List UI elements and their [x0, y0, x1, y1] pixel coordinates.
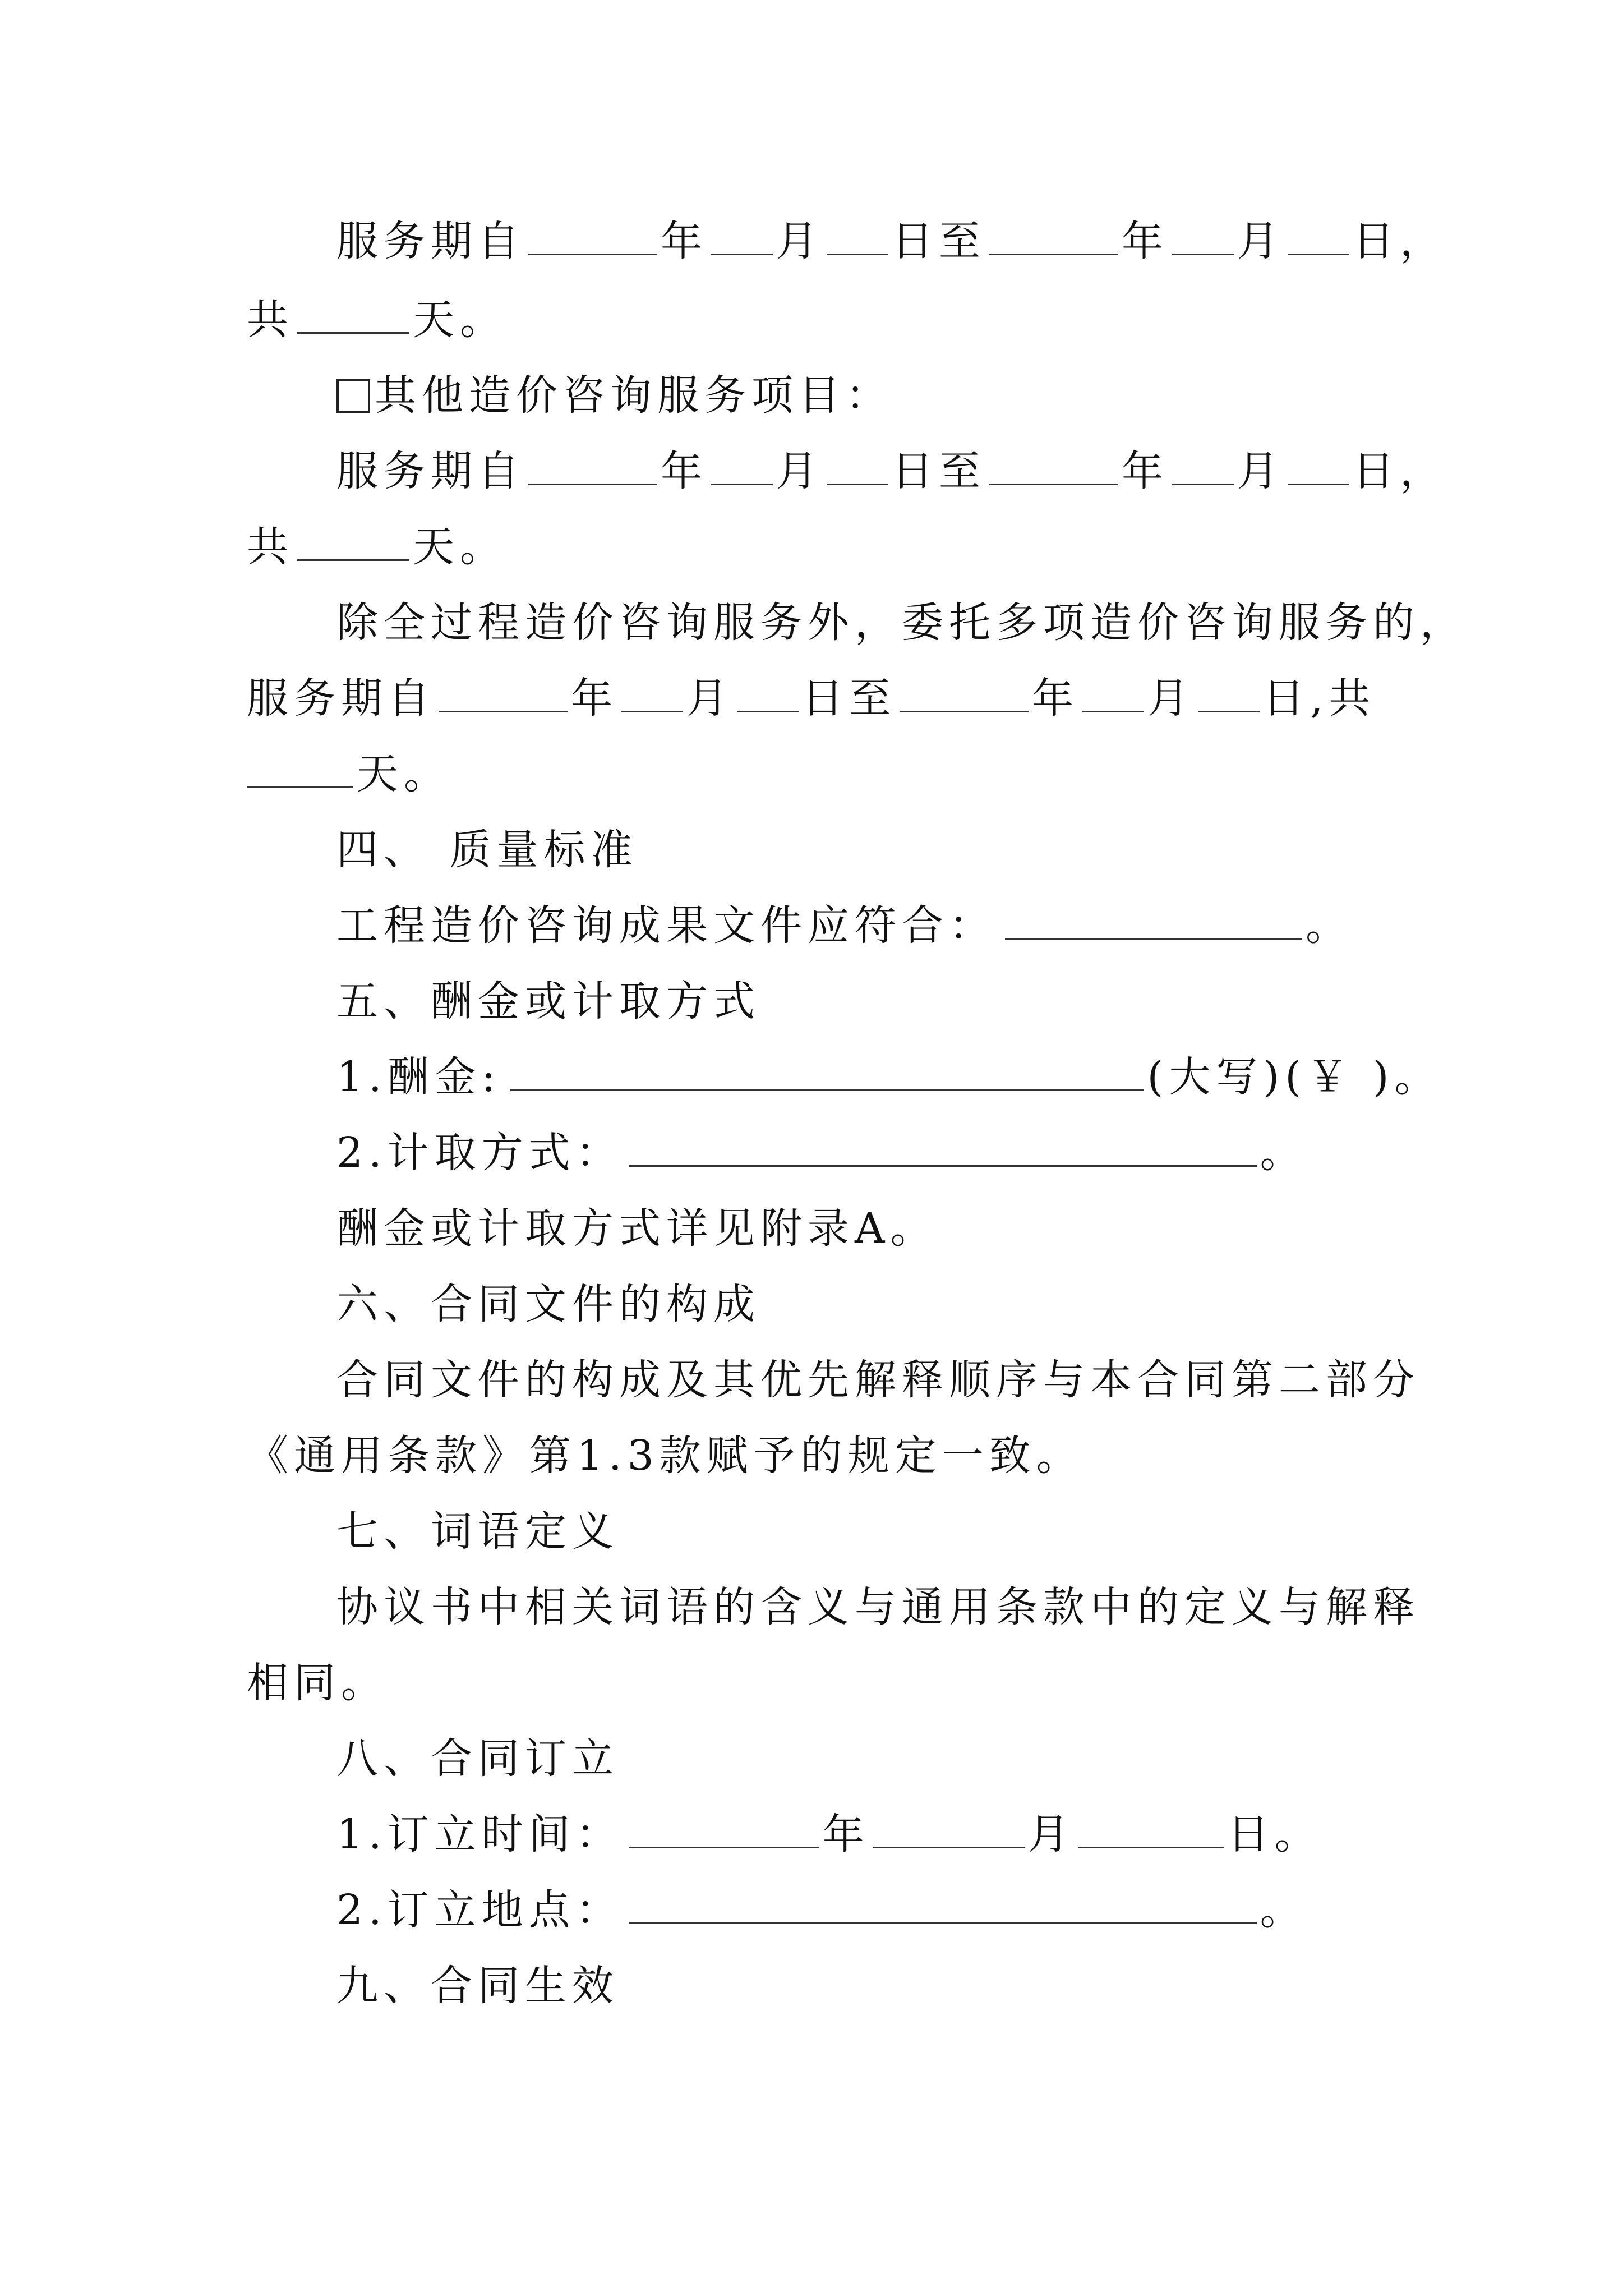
text: 月: [776, 447, 823, 495]
day-blank[interactable]: [827, 444, 888, 485]
text: 日至: [892, 217, 986, 265]
text: 天。: [413, 296, 507, 344]
text: 月: [686, 674, 734, 723]
signing-place-line: [336, 1882, 1307, 1938]
text: 《通用条款》第1.3款赋予的规定一致。: [247, 1432, 1083, 1480]
other-service-option: [336, 367, 893, 424]
text: 月: [1027, 1810, 1075, 1858]
text: (大写)(￥ )。: [1147, 1053, 1442, 1101]
signing-time-line: [336, 1806, 1322, 1862]
text: 日，: [1353, 447, 1447, 495]
days-blank[interactable]: [247, 747, 353, 788]
year-blank[interactable]: [528, 214, 657, 255]
text: 年: [822, 1810, 870, 1858]
calculation-method-line: [336, 1125, 1307, 1181]
text: 八、合同订立: [336, 1734, 619, 1783]
month-blank[interactable]: [711, 444, 773, 485]
text: 日。: [1227, 1810, 1322, 1858]
day-blank[interactable]: [1288, 214, 1349, 255]
paragraph-line: [336, 1579, 1420, 1635]
text: 年: [661, 217, 708, 265]
text: 服务期自: [336, 447, 525, 495]
text: 年: [1032, 674, 1079, 723]
year-blank[interactable]: [439, 671, 568, 712]
day-blank[interactable]: [1288, 444, 1349, 485]
text: 天。: [357, 750, 451, 798]
section-heading: [336, 1276, 760, 1332]
total-days-line: [247, 519, 507, 575]
text: 五、酬金或计取方式: [336, 977, 760, 1025]
text: 1.酬金:: [336, 1053, 501, 1101]
standard-blank[interactable]: [1005, 899, 1302, 940]
year-blank[interactable]: [989, 214, 1118, 255]
day-blank[interactable]: [827, 214, 888, 255]
text: 月: [1237, 217, 1284, 265]
section-heading: [336, 822, 638, 878]
total-days-line: [247, 746, 451, 802]
text: 2.订立地点：: [336, 1886, 623, 1934]
text: 共: [247, 296, 294, 344]
month-blank[interactable]: [873, 1807, 1025, 1848]
text: 四、 质量标准: [336, 826, 638, 874]
method-blank[interactable]: [629, 1126, 1257, 1167]
text: 协议书中相关词语的含义与通用条款中的定义与解释: [336, 1583, 1420, 1631]
remuneration-line: [336, 1049, 1442, 1105]
month-blank[interactable]: [1172, 444, 1234, 485]
text: 日，: [1353, 217, 1447, 265]
text: 日,共: [1263, 674, 1376, 723]
section-heading: [336, 1503, 619, 1559]
section-heading: [336, 1731, 619, 1787]
text: 酬金或计取方式详见附录A。: [336, 1204, 938, 1253]
text: 年: [1122, 447, 1169, 495]
days-blank[interactable]: [297, 293, 409, 334]
text: 年: [571, 674, 618, 723]
text: 其他造价咨询服务项目：: [375, 371, 893, 420]
text: 工程造价咨询成果文件应符合：: [336, 901, 996, 950]
year-blank[interactable]: [528, 444, 657, 485]
text: 服务期自: [247, 674, 435, 723]
text: 相同。: [247, 1659, 388, 1707]
text: 1.订立时间：: [336, 1810, 623, 1858]
place-blank[interactable]: [629, 1883, 1257, 1924]
text: 。: [1260, 1129, 1307, 1177]
checkbox[interactable]: [336, 379, 370, 413]
day-blank[interactable]: [1198, 671, 1260, 712]
year-blank[interactable]: [629, 1807, 819, 1848]
text: 月: [776, 217, 823, 265]
text: 日至: [802, 674, 896, 723]
service-period-line: [336, 213, 1447, 269]
total-days-line: [247, 292, 507, 348]
month-blank[interactable]: [621, 671, 683, 712]
text: 月: [1237, 447, 1284, 495]
text: 日至: [892, 447, 986, 495]
quality-standard-line: [336, 898, 1353, 954]
text: 七、词语定义: [336, 1507, 619, 1556]
text: 2.计取方式：: [336, 1129, 623, 1177]
month-blank[interactable]: [711, 214, 773, 255]
paragraph-line: [336, 1200, 937, 1257]
text: 月: [1147, 674, 1195, 723]
year-blank[interactable]: [900, 671, 1029, 712]
paragraph-line: [247, 1655, 388, 1711]
service-period-line: [247, 670, 1376, 726]
text: 年: [1122, 217, 1169, 265]
text: 年: [661, 447, 708, 495]
text: 除全过程造价咨询服务外，委托多项造价咨询服务的，: [336, 599, 1467, 647]
text: 。: [1260, 1886, 1307, 1934]
paragraph-line: [336, 595, 1467, 651]
paragraph-line: [336, 1352, 1420, 1408]
section-heading: [336, 1958, 619, 2014]
month-blank[interactable]: [1172, 214, 1234, 255]
text: 服务期自: [336, 217, 525, 265]
text: 。: [1306, 901, 1353, 950]
days-blank[interactable]: [297, 520, 409, 561]
year-blank[interactable]: [989, 444, 1118, 485]
text: 天。: [413, 523, 507, 571]
amount-blank[interactable]: [510, 1050, 1144, 1091]
month-blank[interactable]: [1082, 671, 1144, 712]
day-blank[interactable]: [1078, 1807, 1224, 1848]
section-heading: [336, 973, 760, 1029]
paragraph-line: [247, 1428, 1083, 1484]
service-period-line: [336, 443, 1447, 499]
text: 合同文件的构成及其优先解释顺序与本合同第二部分: [336, 1356, 1420, 1404]
day-blank[interactable]: [737, 671, 799, 712]
text: 共: [247, 523, 294, 571]
text: 六、合同文件的构成: [336, 1280, 760, 1328]
text: 九、合同生效: [336, 1962, 619, 2010]
